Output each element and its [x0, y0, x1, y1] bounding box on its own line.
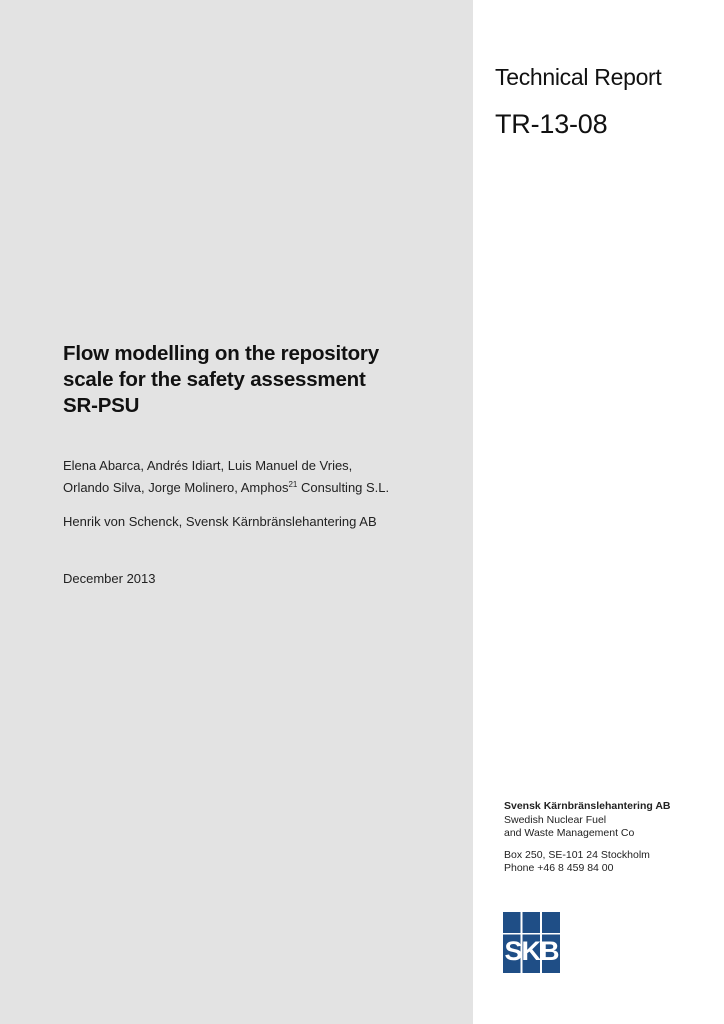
publication-date: December 2013 — [63, 571, 156, 586]
authors-line-1: Elena Abarca, Andrés Idiart, Luis Manuel de Vries, — [63, 458, 353, 473]
amphos-superscript: 21 — [288, 480, 298, 489]
skb-logo-icon — [503, 912, 560, 973]
logo-text: SKB — [504, 936, 559, 966]
title-line: SR-PSU — [63, 394, 140, 417]
authors-line-3: Henrik von Schenck, Svensk Kärnbränslehantering AB — [63, 514, 377, 529]
title-line: Flow modelling on the repository — [63, 342, 379, 365]
authors-line-2-main: Orlando Silva, Jorge Molinero, Amphos — [63, 480, 289, 495]
authors-line-2 — [63, 477, 463, 499]
document-title — [63, 341, 443, 419]
publisher-block — [504, 800, 714, 876]
publisher-subtitle-1: Swedish Nuclear Fuel — [504, 813, 607, 826]
publisher-subtitle-2: and Waste Management Co — [504, 827, 635, 839]
publisher-address: Box 250, SE-101 24 Stockholm — [504, 848, 650, 861]
report-number: TR-13-08 — [495, 109, 608, 139]
title-line: scale for the safety assessment — [63, 368, 366, 391]
report-type: Technical Report — [495, 64, 662, 90]
publisher-phone: Phone +46 8 459 84 00 — [504, 862, 614, 874]
authors — [63, 455, 463, 499]
publisher-name: Svensk Kärnbränslehantering AB — [504, 800, 671, 812]
authors-line-2-tail: Consulting S.L. — [297, 480, 390, 495]
